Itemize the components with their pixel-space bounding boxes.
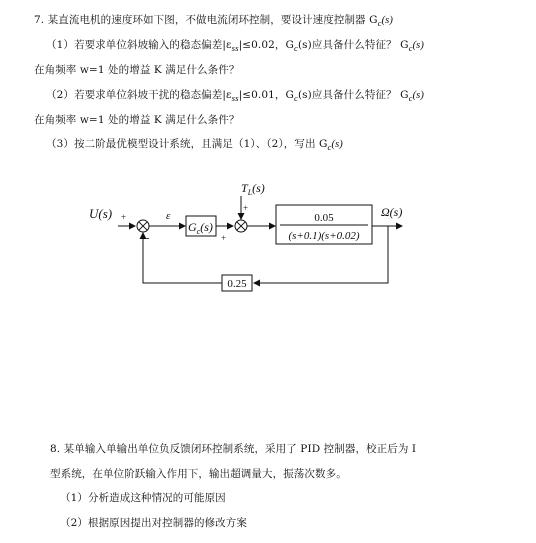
q8-part2	[60, 515, 247, 530]
controller-label: $G_c(s)$	[188, 220, 213, 236]
q7-title-tail: (s)	[381, 15, 393, 26]
summing-junction-2	[235, 220, 247, 232]
q7-p2-sub: ss	[231, 93, 239, 104]
q7-p1-sub: ss	[231, 43, 239, 54]
q8-line1	[50, 441, 416, 456]
q7-title-sub: c	[377, 18, 382, 29]
q7-p1-gc: c	[293, 43, 298, 54]
feedback-path-in	[143, 233, 222, 283]
input-label: U(s)	[89, 206, 113, 221]
q8-part1	[60, 490, 226, 505]
feedback-gain: 0.25	[227, 278, 247, 290]
q8-p2-text: （2）根据原因提出对控制器的修改方案	[60, 517, 247, 529]
q7-p3-s: (s)	[331, 139, 343, 150]
q7-p1-end: (s)应具备什么特征？ G	[297, 39, 409, 51]
junction2-plus-left: +	[221, 233, 227, 243]
q7-title-text: 7. 某直流电机的速度环如下图，不做电流闭环控制，要设计速度控制器 G	[34, 14, 378, 26]
q7-p2-line2-text: 在角频率 w=1 处的增益 K 满足什么条件？	[34, 114, 240, 126]
plant-denominator: (s+0.1)(s+0.02)	[288, 230, 360, 242]
q8-p1-text: （1）分析造成这种情况的可能原因	[60, 492, 226, 504]
output-label: Ω(s)	[381, 205, 403, 219]
junction1-plus: +	[121, 212, 127, 222]
q7-p2-text: （2）若要求单位斜坡干扰的稳态偏差|ε	[46, 89, 232, 101]
q8-line2	[50, 466, 347, 481]
summing-junction-1	[137, 220, 149, 232]
q7-p1-text: （1）若要求单位斜坡输入的稳态偏差|ε	[46, 39, 232, 51]
q7-p2-end: (s)应具备什么特征？ G	[297, 89, 409, 101]
q8-line2-text: 型系统，在单位阶跃输入作用下，输出超调量大，振荡次数多。	[50, 468, 347, 480]
junction1-minus: -	[146, 233, 150, 244]
q7-p1-tail: |≤0.02，G	[238, 39, 294, 51]
q8-line1-text: 8. 某单输入单输出单位负反馈闭环控制系统，采用了 PID 控制器，校正后为 I	[50, 443, 417, 455]
q7-p3-gc: c	[327, 142, 332, 153]
q7-p2-gc2: c	[408, 93, 413, 104]
q7-p3-text: （3）按二阶最优模型设计系统，且满足（1）、（2），写出 G	[46, 138, 328, 150]
q7-p2-tail: |≤0.01，G	[238, 89, 294, 101]
disturbance-label: $T_L(s)$	[241, 181, 265, 197]
junction2-plus-top: +	[243, 203, 249, 213]
q7-p1-s: (s)	[412, 40, 424, 51]
q7-p2-s: (s)	[412, 90, 424, 101]
plant-numerator: 0.05	[314, 212, 334, 224]
q7-p1-gc2: c	[408, 43, 413, 54]
error-label: ε	[166, 210, 171, 222]
q7-p1-line2-text: 在角频率 w=1 处的增益 K 满足什么条件？	[34, 64, 240, 76]
q7-p2-gc: c	[293, 93, 298, 104]
